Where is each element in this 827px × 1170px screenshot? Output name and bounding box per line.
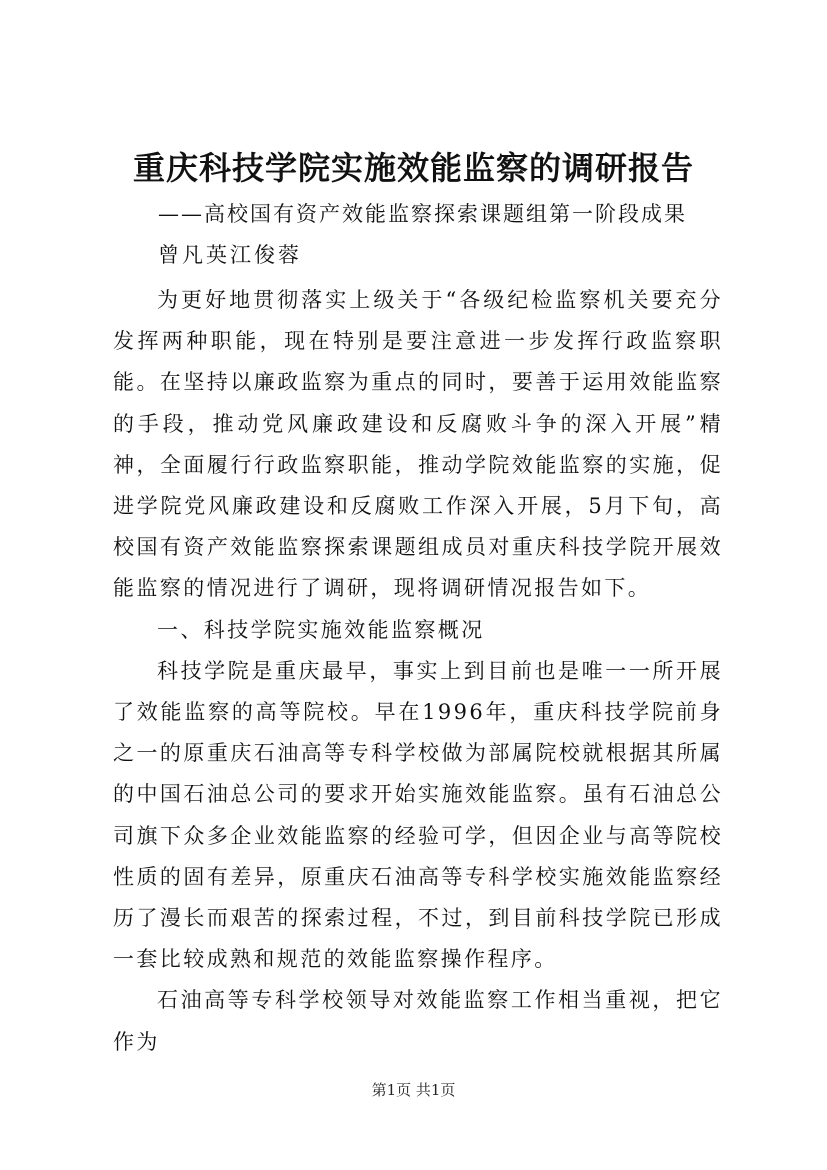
document-title: 重庆科技学院实施效能监察的调研报告: [132, 149, 694, 187]
section-heading: 一、科技学院实施效能监察概况: [157, 617, 485, 642]
page-number-footer: 第1页 共1页: [371, 1081, 456, 1099]
document-body: [113, 280, 723, 1063]
paragraph-continuation: 石油高等专科学校领导对效能监察工作相当重视，把它作为: [113, 988, 723, 1054]
paragraph-overview: 科技学院是重庆最早，事实上到目前也是唯一一所开展了效能监察的高等院校。早在1996年，重庆科技学院前身之一的原重庆石油高等专科学校做为部属院校就根据其所属的中国石油总公司的要求开始实施效能监察。虽有石油总公司旗下众多企业效能监察的经验可学，但因企业与高等院校性质的固有差异，原重庆石油高等专科学校实施效能监察经历了漫长而艰苦的探索过程，不过，到目前科技学院已形成一套比较成熟和规范的效能监察操作程序。: [113, 658, 723, 972]
document-subtitle: ——高校国有资产效能监察探索课题组第一阶段成果: [158, 202, 687, 226]
document-authors: 曾凡英江俊蓉: [158, 243, 302, 267]
paragraph-intro: 为更好地贯彻落实上级关于“各级纪检监察机关要充分发挥两种职能，现在特别是要注意进一步发挥行政监察职能。在坚持以廉政监察为重点的同时，要善于运用效能监察的手段，推动党风廉政建设和反腐败斗争的深入开展”精神，全面履行行政监察职能，推动学院效能监察的实施，促进学院党风廉政建设和反腐败工作深入开展，5月下旬，高校国有资产效能监察探索课题组成员对重庆科技学院开展效能监察的情况进行了调研，现将调研情况报告如下。: [113, 288, 723, 601]
